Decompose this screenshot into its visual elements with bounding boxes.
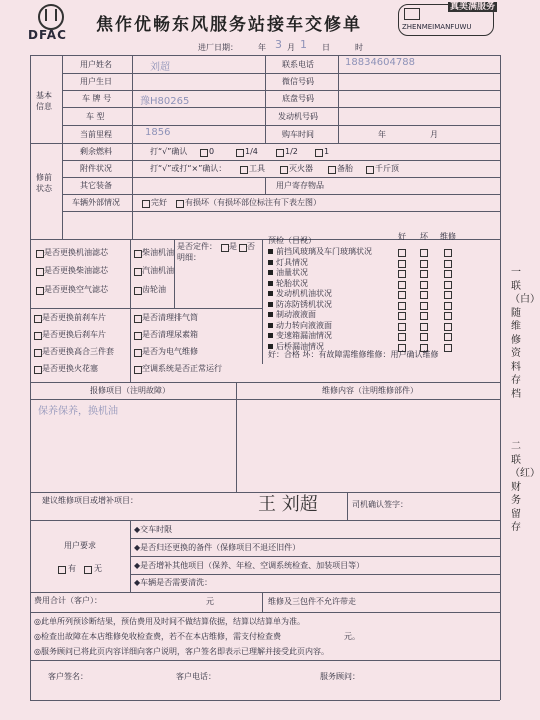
inspect-item: 发动机机油状况 xyxy=(276,289,332,298)
date-year: 年 xyxy=(258,43,266,52)
spare-tire-checkbox[interactable] xyxy=(328,166,336,174)
other-parts-yes-checkbox[interactable] xyxy=(221,244,229,252)
mileage-value: 1856 xyxy=(145,127,171,138)
requirement-label: 用户要求 xyxy=(64,541,96,550)
extinguisher-checkbox[interactable] xyxy=(280,166,288,174)
inspect-bullet-icon xyxy=(268,333,273,338)
inspect-checkbox-repair[interactable] xyxy=(444,270,452,278)
cost-note: 维修及三包件不允许带走 xyxy=(268,597,356,606)
truck-icon xyxy=(404,8,420,20)
service-col2-1: 汽油机油 xyxy=(142,266,174,275)
customer-sign-label: 客户签名： xyxy=(48,672,88,681)
date-month: 月 xyxy=(287,43,295,52)
date-time: 时 xyxy=(355,43,363,52)
phone-label: 联系电话 xyxy=(282,60,314,69)
rear-brake-checkbox[interactable] xyxy=(34,332,42,340)
fuel-opt-2: 1/2 xyxy=(285,147,298,156)
fuel-checkbox-3[interactable] xyxy=(315,149,323,157)
note-1: ◎检查出故障在本店维修免收检查费，若不在本店维修，需支付检查费 xyxy=(34,632,281,641)
user-name-value: 刘超 xyxy=(150,62,170,73)
other-parts-label: 是否定件： xyxy=(177,242,217,251)
req-item-3: ◆车辆是否需要清洗： xyxy=(134,578,213,587)
inspect-checkbox-bad[interactable] xyxy=(420,302,428,310)
cost-label: 费用合计（客户）： xyxy=(34,596,102,605)
three-piece-checkbox[interactable] xyxy=(34,349,42,357)
note-1-unit: 元。 xyxy=(344,632,360,641)
date-month-value: 3 xyxy=(275,38,282,51)
urea-checkbox[interactable] xyxy=(134,332,142,340)
plate-label: 车 牌 号 xyxy=(82,94,112,103)
badge-sub: ZHENMEIMANFUWU xyxy=(402,23,472,31)
inspect-bullet-icon xyxy=(268,302,273,307)
inspect-checkbox-repair[interactable] xyxy=(444,281,452,289)
date-day: 日 xyxy=(322,43,330,52)
inspect-bullet-icon xyxy=(268,344,273,349)
user-name-label: 用户姓名 xyxy=(80,60,112,69)
service-right-2: 是否为电气维修 xyxy=(142,347,198,356)
inspect-checkbox-good[interactable] xyxy=(398,249,406,257)
customer-phone-label: 客户电话： xyxy=(176,672,216,681)
accessory-label: 附件状况 xyxy=(80,164,112,173)
fuel-checkbox-0[interactable] xyxy=(200,149,208,157)
mileage-label: 当前里程 xyxy=(80,130,112,139)
exterior-ok-checkbox[interactable] xyxy=(142,200,150,208)
exhaust-checkbox[interactable] xyxy=(134,315,142,323)
inspect-note: 好：合格 坏：有故障需维修维修：用户确认维修 xyxy=(268,350,439,359)
inspect-checkbox-bad[interactable] xyxy=(420,260,428,268)
pre-section-label: 修前状态 xyxy=(36,173,52,193)
inspect-item: 动力转向液液面 xyxy=(276,320,332,330)
suggest-signature: 王 刘超 xyxy=(258,494,318,515)
user-items-label: 用户寄存物品 xyxy=(276,181,324,190)
inspect-checkbox-bad[interactable] xyxy=(420,312,428,320)
inspect-bullet-icon xyxy=(268,312,273,317)
service-left-1: 是否更换后刹车片 xyxy=(42,330,106,339)
engine-label: 发动机号码 xyxy=(278,112,318,121)
requirement-yes-checkbox[interactable] xyxy=(58,566,66,574)
basic-section-label: 基本信息 xyxy=(36,91,52,111)
sidebar-copy-white: 一联（白）随维修资料存档 xyxy=(510,267,540,400)
oil-filter-checkbox[interactable] xyxy=(36,250,44,258)
other-parts-no: 否 xyxy=(247,242,255,251)
inspect-checkbox-good[interactable] xyxy=(398,312,406,320)
inspect-col-repair: 维修 xyxy=(440,232,456,241)
inspect-checkbox-bad[interactable] xyxy=(420,323,428,331)
req-item-1: ◆是否归还更换的备件（保修项目不退还旧件） xyxy=(134,543,301,552)
advisor-label: 服务顾问： xyxy=(320,672,360,681)
inspect-checkbox-good[interactable] xyxy=(398,302,406,310)
inspect-item: 制动液液面 xyxy=(276,310,316,319)
plate-value: 豫H80265 xyxy=(140,96,190,107)
cost-unit: 元 xyxy=(206,597,214,606)
inspect-checkbox-bad[interactable] xyxy=(420,270,428,278)
inspect-checkbox-repair[interactable] xyxy=(444,249,452,257)
gear-oil-checkbox[interactable] xyxy=(134,287,142,295)
service-col1-1: 是否更换柴油滤芯 xyxy=(44,266,108,275)
spark-plug-checkbox[interactable] xyxy=(34,366,42,374)
inspect-col-good: 好 xyxy=(398,232,406,241)
service-right-0: 是否清理排气筒 xyxy=(142,313,198,322)
form-title: 焦作优畅东风服务站接车交修单 xyxy=(96,15,362,35)
exterior-damage-checkbox[interactable] xyxy=(176,200,184,208)
driver-sign-label: 司机确认签字： xyxy=(352,500,408,509)
inspect-checkbox-repair[interactable] xyxy=(444,260,452,268)
requirement-yes: 有 xyxy=(68,564,76,573)
inspect-checkbox-repair[interactable] xyxy=(444,333,452,341)
model-label: 车 型 xyxy=(86,112,105,121)
inspect-checkbox-good[interactable] xyxy=(398,281,406,289)
inspect-bullet-icon xyxy=(268,323,273,328)
content-header: 维修内容（注明维修部件） xyxy=(322,386,418,395)
inspect-checkbox-good[interactable] xyxy=(398,270,406,278)
inspect-item: 后桥漏油情况 xyxy=(276,341,324,351)
electrical-checkbox[interactable] xyxy=(134,349,142,357)
fuel-opt-0: 0 xyxy=(209,147,215,156)
req-item-0: ◆交车时限 xyxy=(134,525,173,534)
gasoline-oil-checkbox[interactable] xyxy=(134,268,142,276)
other-parts-spec: 明细： xyxy=(177,253,201,262)
service-col1-0: 是否更换机油滤芯 xyxy=(44,248,108,257)
sidebar-copy-red: 二联（红）财务留存 xyxy=(510,441,540,533)
inspect-checkbox-good[interactable] xyxy=(398,291,406,299)
note-0: ◎此单所列预诊断结果，预估费用及时间不做结算依据，结算以结算单为准。 xyxy=(34,617,305,626)
phone-value: 18834604788 xyxy=(345,57,415,68)
inspect-item: 防冻防锈机状况 xyxy=(276,299,332,309)
suggest-label: 建议维修项目或增补项目： xyxy=(42,496,138,505)
inspect-checkbox-good[interactable] xyxy=(398,333,406,341)
inspect-bullet-icon xyxy=(268,291,273,296)
service-col2-0: 柴油机油 xyxy=(142,248,174,257)
inspect-checkbox-repair[interactable] xyxy=(444,344,452,352)
inspect-checkbox-repair[interactable] xyxy=(444,323,452,331)
inspect-checkbox-repair[interactable] xyxy=(444,302,452,310)
inspect-checkbox-bad[interactable] xyxy=(420,249,428,257)
service-left-2: 是否更换高合三件套 xyxy=(42,347,114,356)
inspect-checkbox-repair[interactable] xyxy=(444,291,452,299)
inspect-item: 前挡风玻璃及车门玻璃状况 xyxy=(276,247,372,256)
ac-checkbox[interactable] xyxy=(134,366,142,374)
date-day-value: 1 xyxy=(300,38,307,51)
req-item-2: ◆是否增补其他项目（保养、年检、空调系统检查、加装项目等） xyxy=(134,561,365,570)
inspect-bullet-icon xyxy=(268,260,273,265)
inspect-checkbox-bad[interactable] xyxy=(420,333,428,341)
inspect-item: 油量状况 xyxy=(276,268,308,277)
accessory-opt-1: 灭火器 xyxy=(289,164,313,173)
inspect-checkbox-good[interactable] xyxy=(398,323,406,331)
accessory-opt-2: 备胎 xyxy=(337,164,353,173)
inspect-checkbox-repair[interactable] xyxy=(444,312,452,320)
inspect-checkbox-bad[interactable] xyxy=(420,281,428,289)
fuel-opt-1: 1/4 xyxy=(245,147,258,156)
brand-logo-inner-icon xyxy=(45,9,57,21)
inspect-col-bad: 坏 xyxy=(420,232,428,241)
note-2: ◎服务顾问已将此页内容详细向客户说明，客户签名即表示已理解并接受此页内容。 xyxy=(34,647,329,656)
service-left-0: 是否更换前刹车片 xyxy=(42,313,106,322)
exterior-damage: 有损坏（有损坏部位标注有下表左图） xyxy=(185,198,321,207)
other-parts-yes: 是 xyxy=(229,242,237,251)
inspect-bullet-icon xyxy=(268,281,273,286)
date-label: 进厂日期： xyxy=(198,43,238,52)
other-parts-no-checkbox[interactable] xyxy=(239,244,247,252)
requirement-no-checkbox[interactable] xyxy=(84,566,92,574)
front-brake-checkbox[interactable] xyxy=(34,315,42,323)
inspect-bullet-icon xyxy=(268,249,273,254)
purchase-year: 年 xyxy=(378,130,386,139)
inspect-checkbox-bad[interactable] xyxy=(420,291,428,299)
fuel-checkbox-2[interactable] xyxy=(276,149,284,157)
brand-name: DFAC xyxy=(28,28,67,42)
chassis-label: 底盘号码 xyxy=(282,94,314,103)
accessory-opt-0: 工具 xyxy=(249,164,265,173)
birthday-label: 用户生日 xyxy=(80,77,112,86)
diesel-filter-checkbox[interactable] xyxy=(36,268,44,276)
fuel-opt-3: 1 xyxy=(324,147,330,156)
service-left-3: 是否更换火花塞 xyxy=(42,364,98,373)
purchase-month: 月 xyxy=(430,130,438,139)
report-handwritten: 保养保养，换机油 xyxy=(38,406,118,417)
fuel-text: 打“√”确认 xyxy=(150,147,188,156)
service-col2-2: 齿轮油 xyxy=(142,285,166,294)
report-header: 报修项目（注明故障） xyxy=(90,386,170,395)
inspect-checkbox-good[interactable] xyxy=(398,260,406,268)
service-col1-2: 是否更换空气滤芯 xyxy=(44,285,108,294)
purchase-label: 购车时间 xyxy=(282,130,314,139)
inspect-item: 灯具情况 xyxy=(276,257,308,267)
accessory-opt-3: 千斤顶 xyxy=(375,164,399,173)
jack-checkbox[interactable] xyxy=(366,166,374,174)
inspect-title: 预检（目视） xyxy=(268,236,316,245)
exterior-label: 车辆外部情况 xyxy=(72,198,120,207)
accessory-text: 打“√”或打“×”确认： xyxy=(150,164,227,173)
tools-checkbox[interactable] xyxy=(240,166,248,174)
wechat-label: 微信号码 xyxy=(282,77,314,86)
service-right-1: 是否清理尿素箱 xyxy=(142,330,198,339)
fuel-label: 剩余燃料 xyxy=(80,147,112,156)
diesel-oil-checkbox[interactable] xyxy=(134,250,142,258)
requirement-no: 无 xyxy=(94,564,102,573)
inspect-item: 变速箱漏油情况 xyxy=(276,331,332,340)
air-filter-checkbox[interactable] xyxy=(36,287,44,295)
other-gear-label: 其它装备 xyxy=(80,181,112,190)
inspect-bullet-icon xyxy=(268,270,273,275)
fuel-checkbox-1[interactable] xyxy=(236,149,244,157)
inspect-item: 轮胎状况 xyxy=(276,278,308,288)
service-right-3: 空调系统是否正常运行 xyxy=(142,364,222,373)
badge-title: 真美满服务 xyxy=(450,2,496,12)
exterior-ok: 完好 xyxy=(151,198,167,207)
